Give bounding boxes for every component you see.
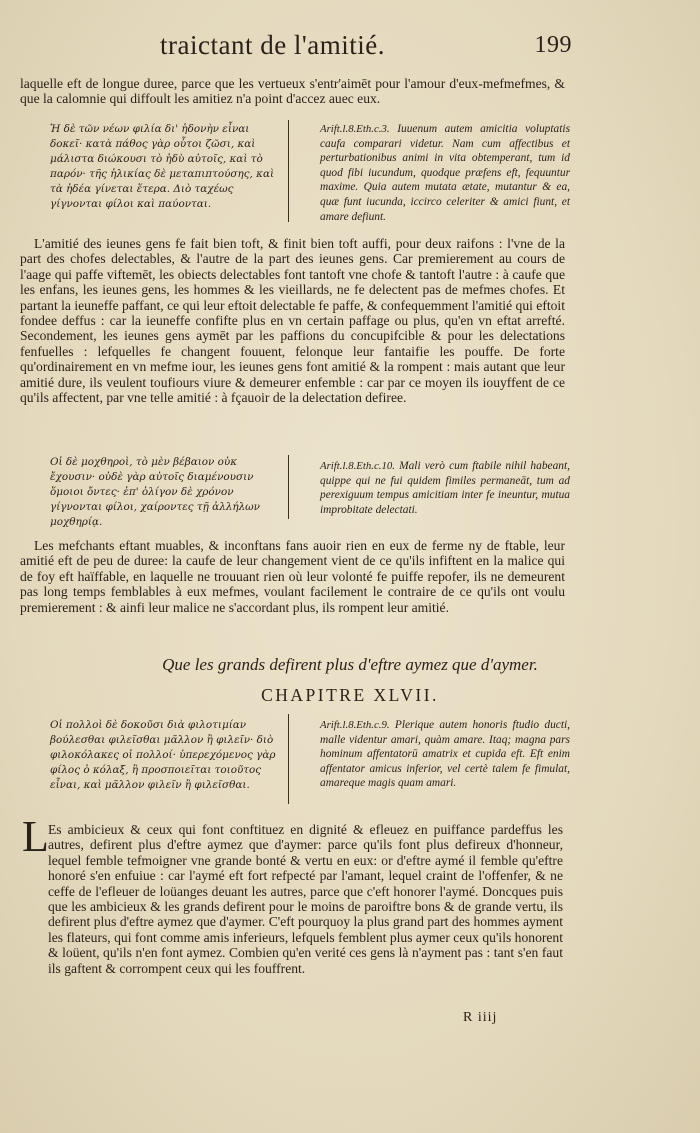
signature-mark: R iiij <box>463 1010 498 1025</box>
chapter-number: CHAPITRE XLVII. <box>261 685 439 705</box>
latin-reference-1: Arift.l.8.Eth.c.3. <box>320 123 390 135</box>
paragraph-ambitious: Es ambicieux & ceux qui font conftituez en dignité & efleuez en puiffance pardeffus les autres, defirent plus d'eftre aymez que d'aymer: parce qu'ils font plus defireux d'honneur, lequel femble tefmoigner vne grande bonté & vertu en eux: or d'eftre aymé il femble qu'eftre honoré s'en enfuiue : car l'aymé eft fort refpecté par l'amant, lequel craint de l'offenfer, & ne ceffe de l'efleuer de loüanges deuant les autres, parce que c'eft honorer l'aymé. Doncques puis que les ambicieux & les grands defirent pour le moins de paroiftre bons & de grande vertu, ils defirent plus d'eftre aymez que d'aymer. C'eft pourquoy la plus grand part des hommes ayment les flateurs, qui font comme amis inferieurs, lefquels femblent plus aymer ceux qu'ils honorent & loüent, qu'ils n'en font aymez. Combien qu'en verité ces gens là n'ayment pas : tant s'en faut ils gaftent & corrompent ceux qui les fouffrent. <box>48 822 563 976</box>
running-head <box>160 26 600 66</box>
latin-reference-2: Arift.l.8.Eth.c.10. <box>320 460 395 472</box>
paragraph-wicked: Les mefchants eftant muables, & inconftans fans auoir rien en eux de ferme ny de ftable, leur amitié eft de peu de duree: la caufe de leur changement vient de ce qu'ils infiftent en la malice qui de foy eft haïffable, en laquelle ne trouuant rien où leur volonté fe puiffe repofer, ils ne demeurent pas long temps femblables à eux mefmes, voulant facilement le contraire de ce qu'ils ont voulu premierement : & ainfi leur malice ne s'accordant plus, ils rompent leur amitié. <box>20 538 565 615</box>
running-head-title: traictant de l'amitié. <box>160 30 386 60</box>
latin-text-2: Mali verò cum ftabile nihil habeant, quippe qui ne fui quidem fimiles permaneāt, tum ad perexiguum tempus amicitiam inter fe ineuntur, mutua improbitate delectati. <box>320 460 570 516</box>
paragraph-top: laquelle eft de longue duree, parce que les vertueux s'entr'aimēt pour l'amour d'eux-mefmefmes, & que la calomnie qui diffoult les amitiez n'a point d'accez auec eux. <box>20 76 565 107</box>
latin-quote-2 <box>320 459 570 517</box>
chapter-heading: Que les grands defirent plus d'eftre aymez que d'aymer. <box>162 655 538 674</box>
paragraph-young-friendship: L'amitié des ieunes gens fe fait bien toft, & finit bien toft auffi, pour deux raifons : l'vne de la part des chofes delectables, & l'autre de la part des ieunes gens. Car premierement au cours de l'aage qui paffe viftemēt, les obiects delectables font tantoft vne chofe & tantoft l'autre : à caufe que les enfans, les ieunes gens, les hommes & les vieillards, ne fe delectent pas de mefmes chofes. Et partant la ieuneffe paffant, ce qui leur eftoit delectable fe paffe, & confequemment l'amitié qui eftoit fondee deffus : car la ieuneffe confifte plus en vn certain paffage ou plus, qu'en vn eftat arrefté. Secondement, les ieunes gens aymēt par les paffions du concupifcible & pour les delectations fenfuelles : lefquelles fe changent fouuent, felonque leur fantaifie les pouffe. De forte qu'ordinairement en vn mefme iour, les ieunes gens font amitié & la rompent : mais autant que leur amitié dure, ils veulent toufiours viure & demeurer enfemble : car par ce moyen ils iouyffent de ce qu'ils affectent, par vne telle amitié : à fçauoir de la delectation defiree. <box>20 236 565 406</box>
latin-text-3: Plerique autem honoris ftudio ducti, malle videntur amari, quàm amare. Itaq; magna pars hominum affentatorū amatrix et cupida eft. Eft enim affentator amicus inferior, vel certè talem fe fimulat, amareque magis quam amari. <box>320 719 570 790</box>
latin-quote-3 <box>320 718 570 791</box>
column-divider-1 <box>288 120 289 222</box>
greek-quote-2: Οἱ δὲ μοχθηροὶ, τὸ μὲν βέβαιον οὐκ ἔχουσιν· οὐδὲ γὰρ αὐτοῖς διαμένουσιν ὅμοιοι ὄντες· ἐπ' ὀλίγον δὲ χρόνον γίγνονται φίλοι, χαίροντες τῇ ἀλλήλων μοχθηρίᾳ. <box>50 456 260 528</box>
greek-quote-1: Ἡ δὲ τῶν νέων φιλία δι' ἡδονὴν εἶναι δοκεῖ· κατὰ πάθος γὰρ οὗτοι ζῶσι, καὶ μάλιστα διώκουσι τὸ ἡδὺ αὐτοῖς, καὶ τὸ παρόν· τῆς ἡλικίας δὲ μεταπιπτούσης, καὶ τὰ ἡδέα γίνεται ἕτερα. Διὸ ταχέως γίγνονται φίλοι καὶ παύονται. <box>50 123 275 210</box>
latin-quote-1 <box>320 122 570 224</box>
latin-reference-3: Arift.l.8.Eth.c.9. <box>320 719 390 731</box>
greek-quote-3: Οἱ πολλοὶ δὲ δοκοῦσι διὰ φιλοτιμίαν βούλεσθαι φιλεῖσθαι μᾶλλον ἢ φιλεῖν· διὸ φιλοκόλακες οἱ πολλοί· ὑπερεχόμενος γὰρ φίλος ὁ κόλαξ, ἢ προσποιεῖται τοιοῦτος εἶναι, καὶ μᾶλλον φιλεῖν ἢ φιλεῖσθαι. <box>50 719 276 791</box>
latin-text-1: Iuuenum autem amicitia voluptatis caufa comparari videtur. Nam cum affectibus et perturbationibus animi in vita obtemperant, tum id quod fibi iucundum, quodque præfens eft, fequuntur maxime. Quia autem mutata ætate, mutantur & ea, quæ funt iucunda, iccirco celeriter & amici fiunt, et amare defiunt. <box>320 123 570 223</box>
column-divider-3 <box>288 714 289 804</box>
drop-cap: L <box>22 812 49 861</box>
page-number: 199 <box>534 32 572 58</box>
column-divider-2 <box>288 455 289 519</box>
